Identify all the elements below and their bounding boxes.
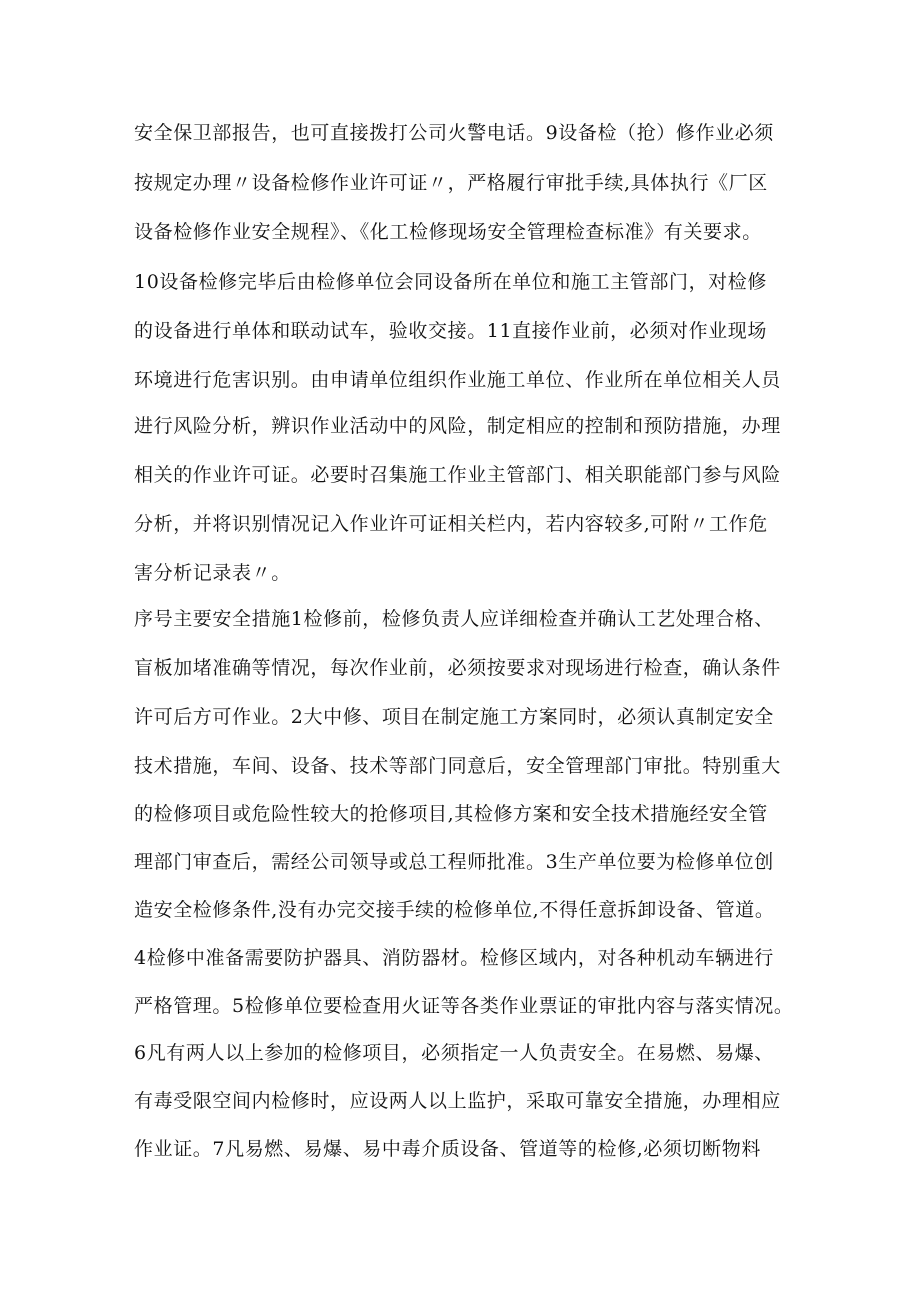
text-line: 4检修中准备需要防护器具、消防器材。检修区域内，对各种机动车辆进行 <box>134 947 774 969</box>
text-line: 的设备进行单体和联动试车，验收交接。11直接作业前，必须对作业现场 <box>134 320 767 342</box>
text-line: 许可后方可作业。2大中修、项目在制定施工方案同时，必须认真制定安全 <box>134 706 774 728</box>
text-line: 相关的作业许可证。必要时召集施工作业主管部门、相关职能部门参与风险 <box>134 464 781 486</box>
text-line: 6凡有两人以上参加的检修项目，必须指定一人负责安全。在易燃、易爆、 <box>134 1042 774 1064</box>
text-line: 分析，并将识别情况记入作业许可证相关栏内，若内容较多,可附〃工作危 <box>134 513 768 535</box>
text-line: 理部门审查后，需经公司领导或总工程师批准。3生产单位要为检修单位创 <box>134 851 774 873</box>
text-line: 安全保卫部报告，也可直接拨打公司火警电话。9设备检（抢）修作业必须 <box>134 122 774 144</box>
text-line: 造安全检修条件,没有办完交接手续的检修单位,不得任意拆卸设备、管道。 <box>134 899 775 921</box>
text-line: 有毒受限空间内检修时，应设两人以上监护，采取可靠安全措施，办理相应 <box>134 1090 781 1112</box>
text-line: 作业证。7凡易燃、易爆、易中毒介质设备、管道等的检修,必须切断物料 <box>134 1138 761 1160</box>
text-line: 设备检修作业安全规程》、《化工检修现场安全管理检查标准》有关要求。 <box>134 221 762 243</box>
text-line: 进行风险分析，辨识作业活动中的风险，制定相应的控制和预防措施，办理 <box>134 415 781 437</box>
text-line: 10设备检修完毕后由检修单位会同设备所在单位和施工主管部门，对检修 <box>134 271 767 293</box>
text-line: 环境进行危害识别。由申请单位组织作业施工单位、作业所在单位相关人员 <box>134 369 781 391</box>
text-line: 严格管理。5检修单位要检查用火证等各类作业票证的审批内容与落实情况。 <box>134 995 794 1017</box>
text-line: 技术措施，车间、设备、技术等部门同意后，安全管理部门审批。特别重大 <box>134 755 781 777</box>
text-line: 按规定办理〃设备检修作业许可证〃，严格履行审批手续,具体执行《厂区 <box>134 172 768 194</box>
text-line: 的检修项目或危险性较大的抢修项目,其检修方案和安全技术措施经安全管 <box>134 803 768 825</box>
text-line: 序号主要安全措施1检修前，检修负责人应详细检查并确认工艺处理合格、 <box>134 608 774 630</box>
text-line: 害分析记录表〃。 <box>134 562 291 584</box>
text-line: 盲板加堵准确等情况，每次作业前，必须按要求对现场进行检查，确认条件 <box>134 657 781 679</box>
